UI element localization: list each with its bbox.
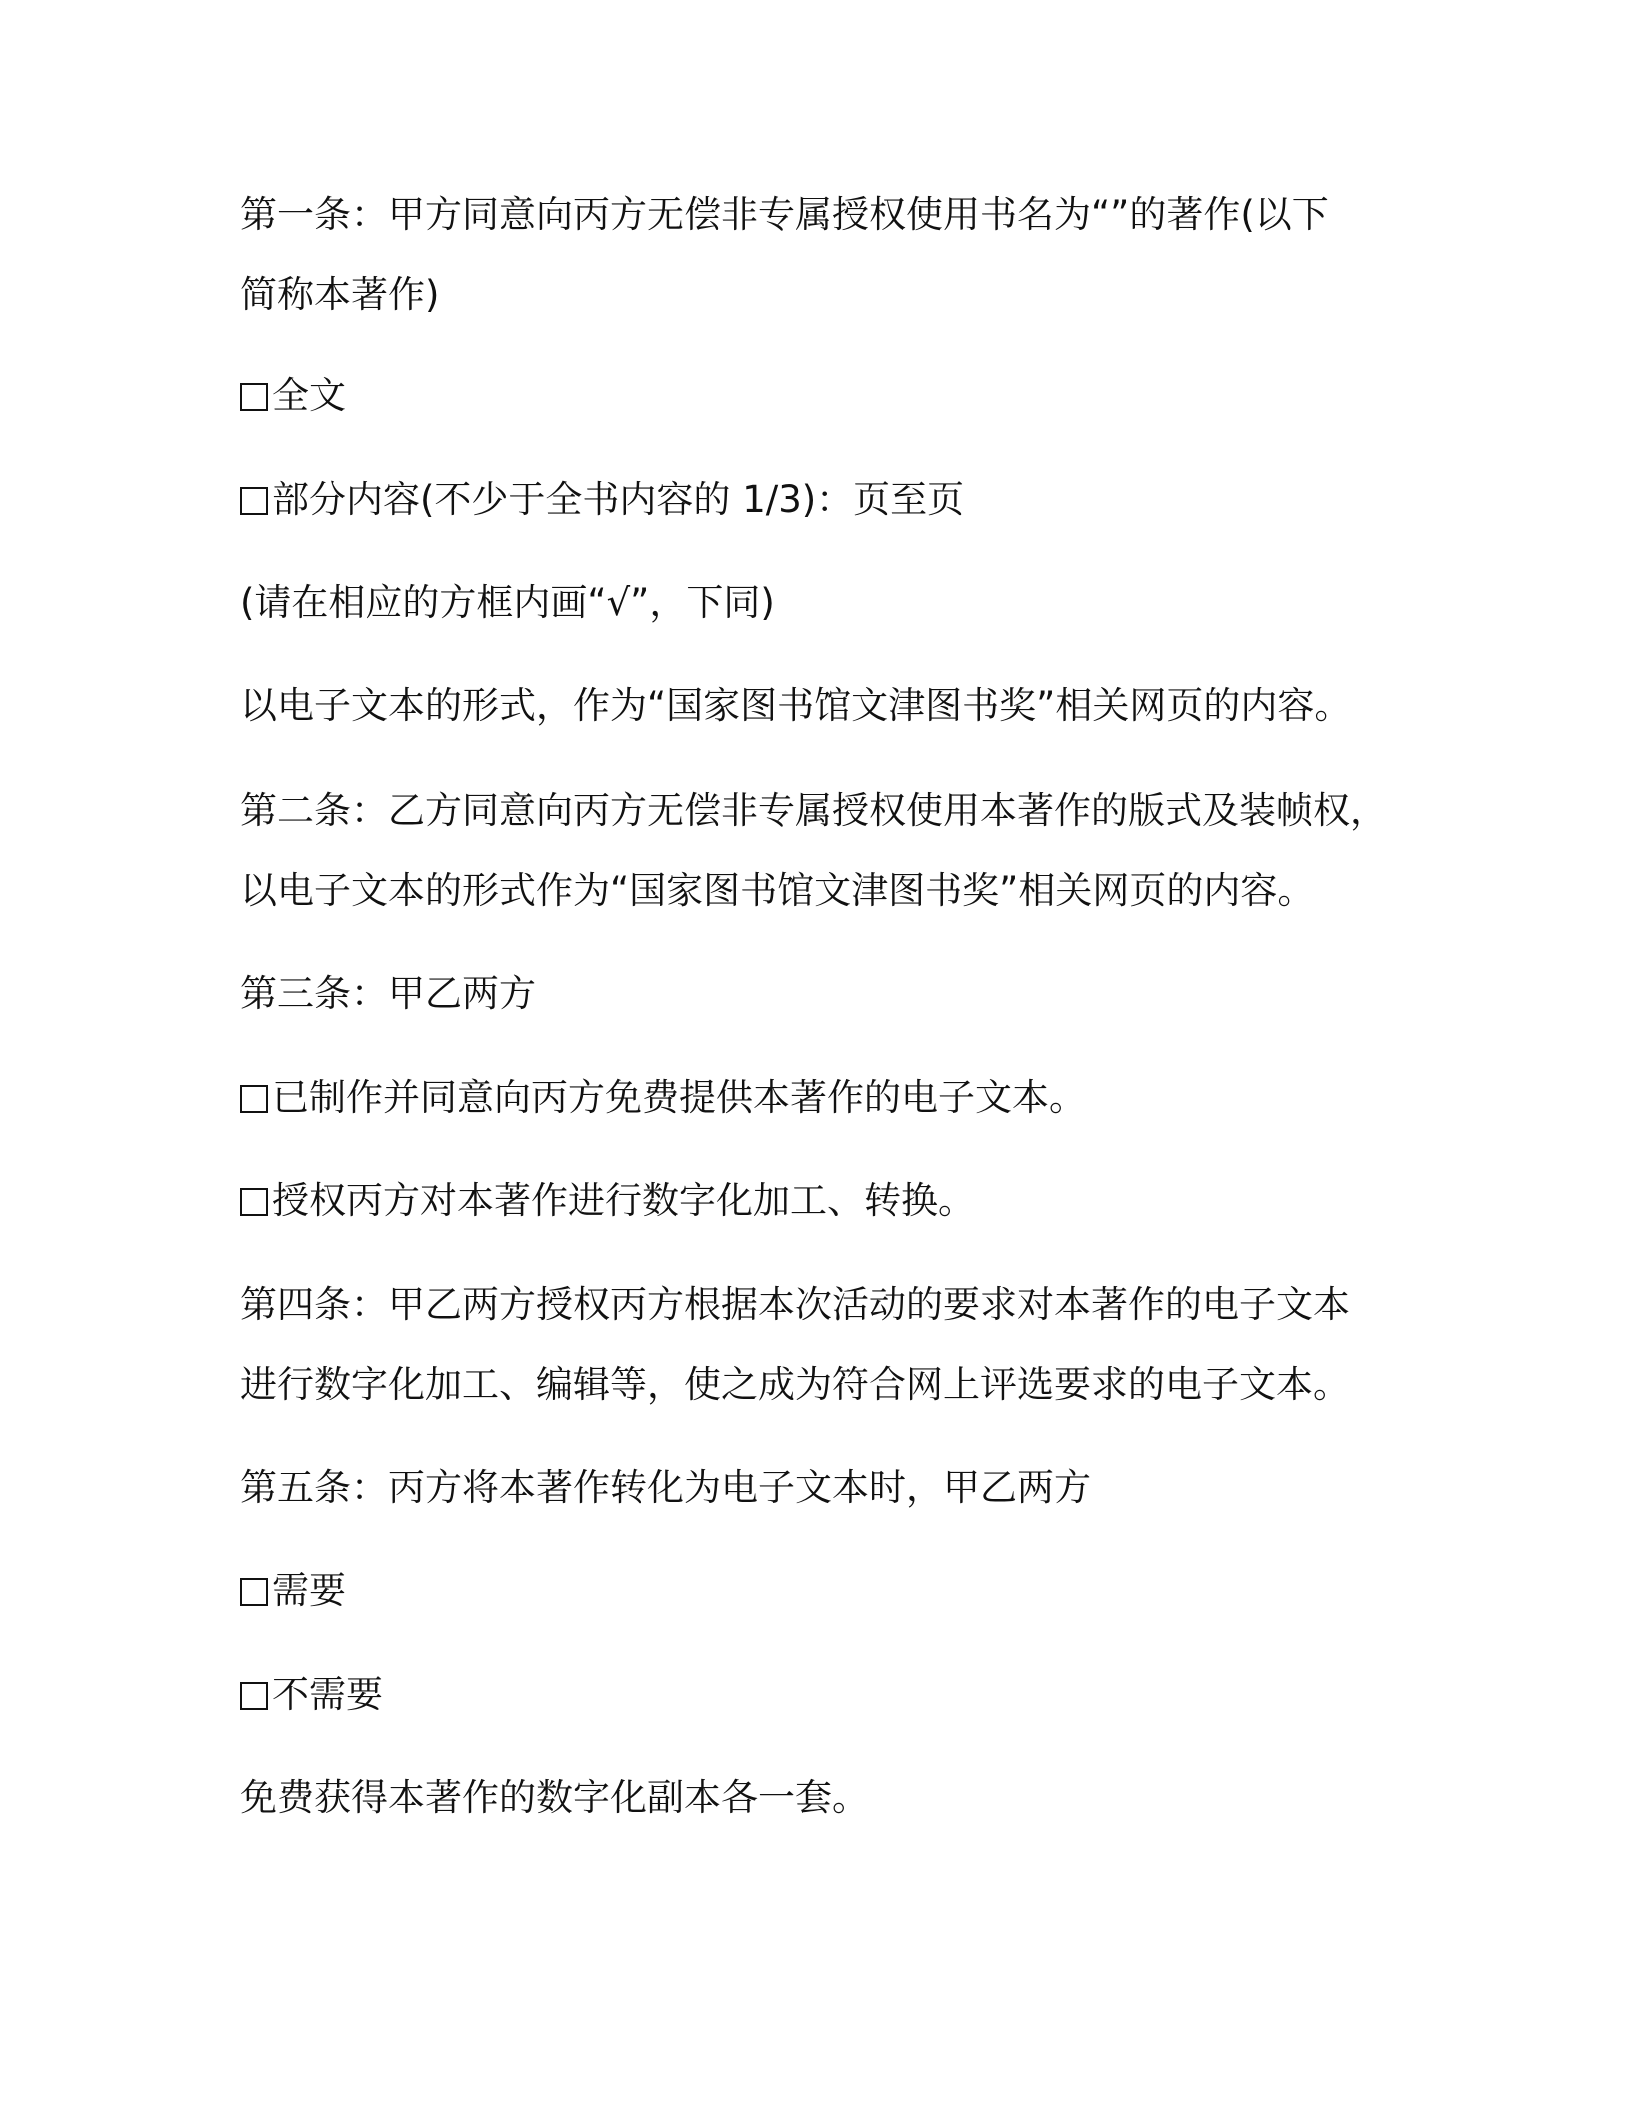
checkbox-icon[interactable] — [240, 1578, 268, 1606]
article-1-line-2: 简称本著作) — [240, 273, 440, 316]
article-4-line-1: 第四条：甲乙两方授权丙方根据本次活动的要求对本著作的电子文本 — [240, 1283, 1350, 1326]
option-authorize-digitize[interactable] — [240, 1158, 1390, 1244]
article-4-line-2: 进行数字化加工、编辑等，使之成为符合网上评选要求的电子文本。 — [240, 1363, 1350, 1406]
article-3-heading: 第三条：甲乙两方 — [240, 972, 536, 1015]
checkbox-icon[interactable] — [240, 383, 268, 411]
option-no-need-label: 不需要 — [272, 1673, 383, 1716]
option-full-text-label: 全文 — [272, 374, 346, 417]
checkbox-icon[interactable] — [240, 487, 268, 515]
option-provided-etext[interactable] — [240, 1055, 1390, 1141]
article-1-line-1: 第一条：甲方同意向丙方无偿非专属授权使用书名为“”的著作(以下 — [240, 193, 1329, 236]
option-full-text[interactable] — [240, 353, 1390, 439]
article-2-line-2: 以电子文本的形式作为“国家图书馆文津图书奖”相关网页的内容。 — [240, 869, 1315, 912]
article-5-heading: 第五条：丙方将本著作转化为电子文本时，甲乙两方 — [240, 1466, 1091, 1509]
checkbox-icon[interactable] — [240, 1188, 268, 1216]
article-5-tail: 免费获得本著作的数字化副本各一套。 — [240, 1776, 869, 1819]
option-partial-content-label: 部分内容(不少于全书内容的 1/3)：页至页 — [272, 478, 965, 521]
option-provided-etext-label: 已制作并同意向丙方免费提供本著作的电子文本。 — [272, 1076, 1086, 1119]
option-need[interactable] — [240, 1548, 1390, 1634]
article-1-purpose: 以电子文本的形式，作为“国家图书馆文津图书奖”相关网页的内容。 — [240, 684, 1352, 727]
article-2-line-1: 第二条：乙方同意向丙方无偿非专属授权使用本著作的版式及装帧权， — [240, 789, 1387, 832]
checkbox-icon[interactable] — [240, 1085, 268, 1113]
option-authorize-digitize-label: 授权丙方对本著作进行数字化加工、转换。 — [272, 1179, 975, 1222]
checkbox-icon[interactable] — [240, 1682, 268, 1710]
option-no-need[interactable] — [240, 1652, 1390, 1738]
option-need-label: 需要 — [272, 1569, 346, 1612]
option-partial-content[interactable] — [240, 457, 1390, 543]
instruction-note: (请在相应的方框内画“√”，下同) — [240, 581, 775, 624]
